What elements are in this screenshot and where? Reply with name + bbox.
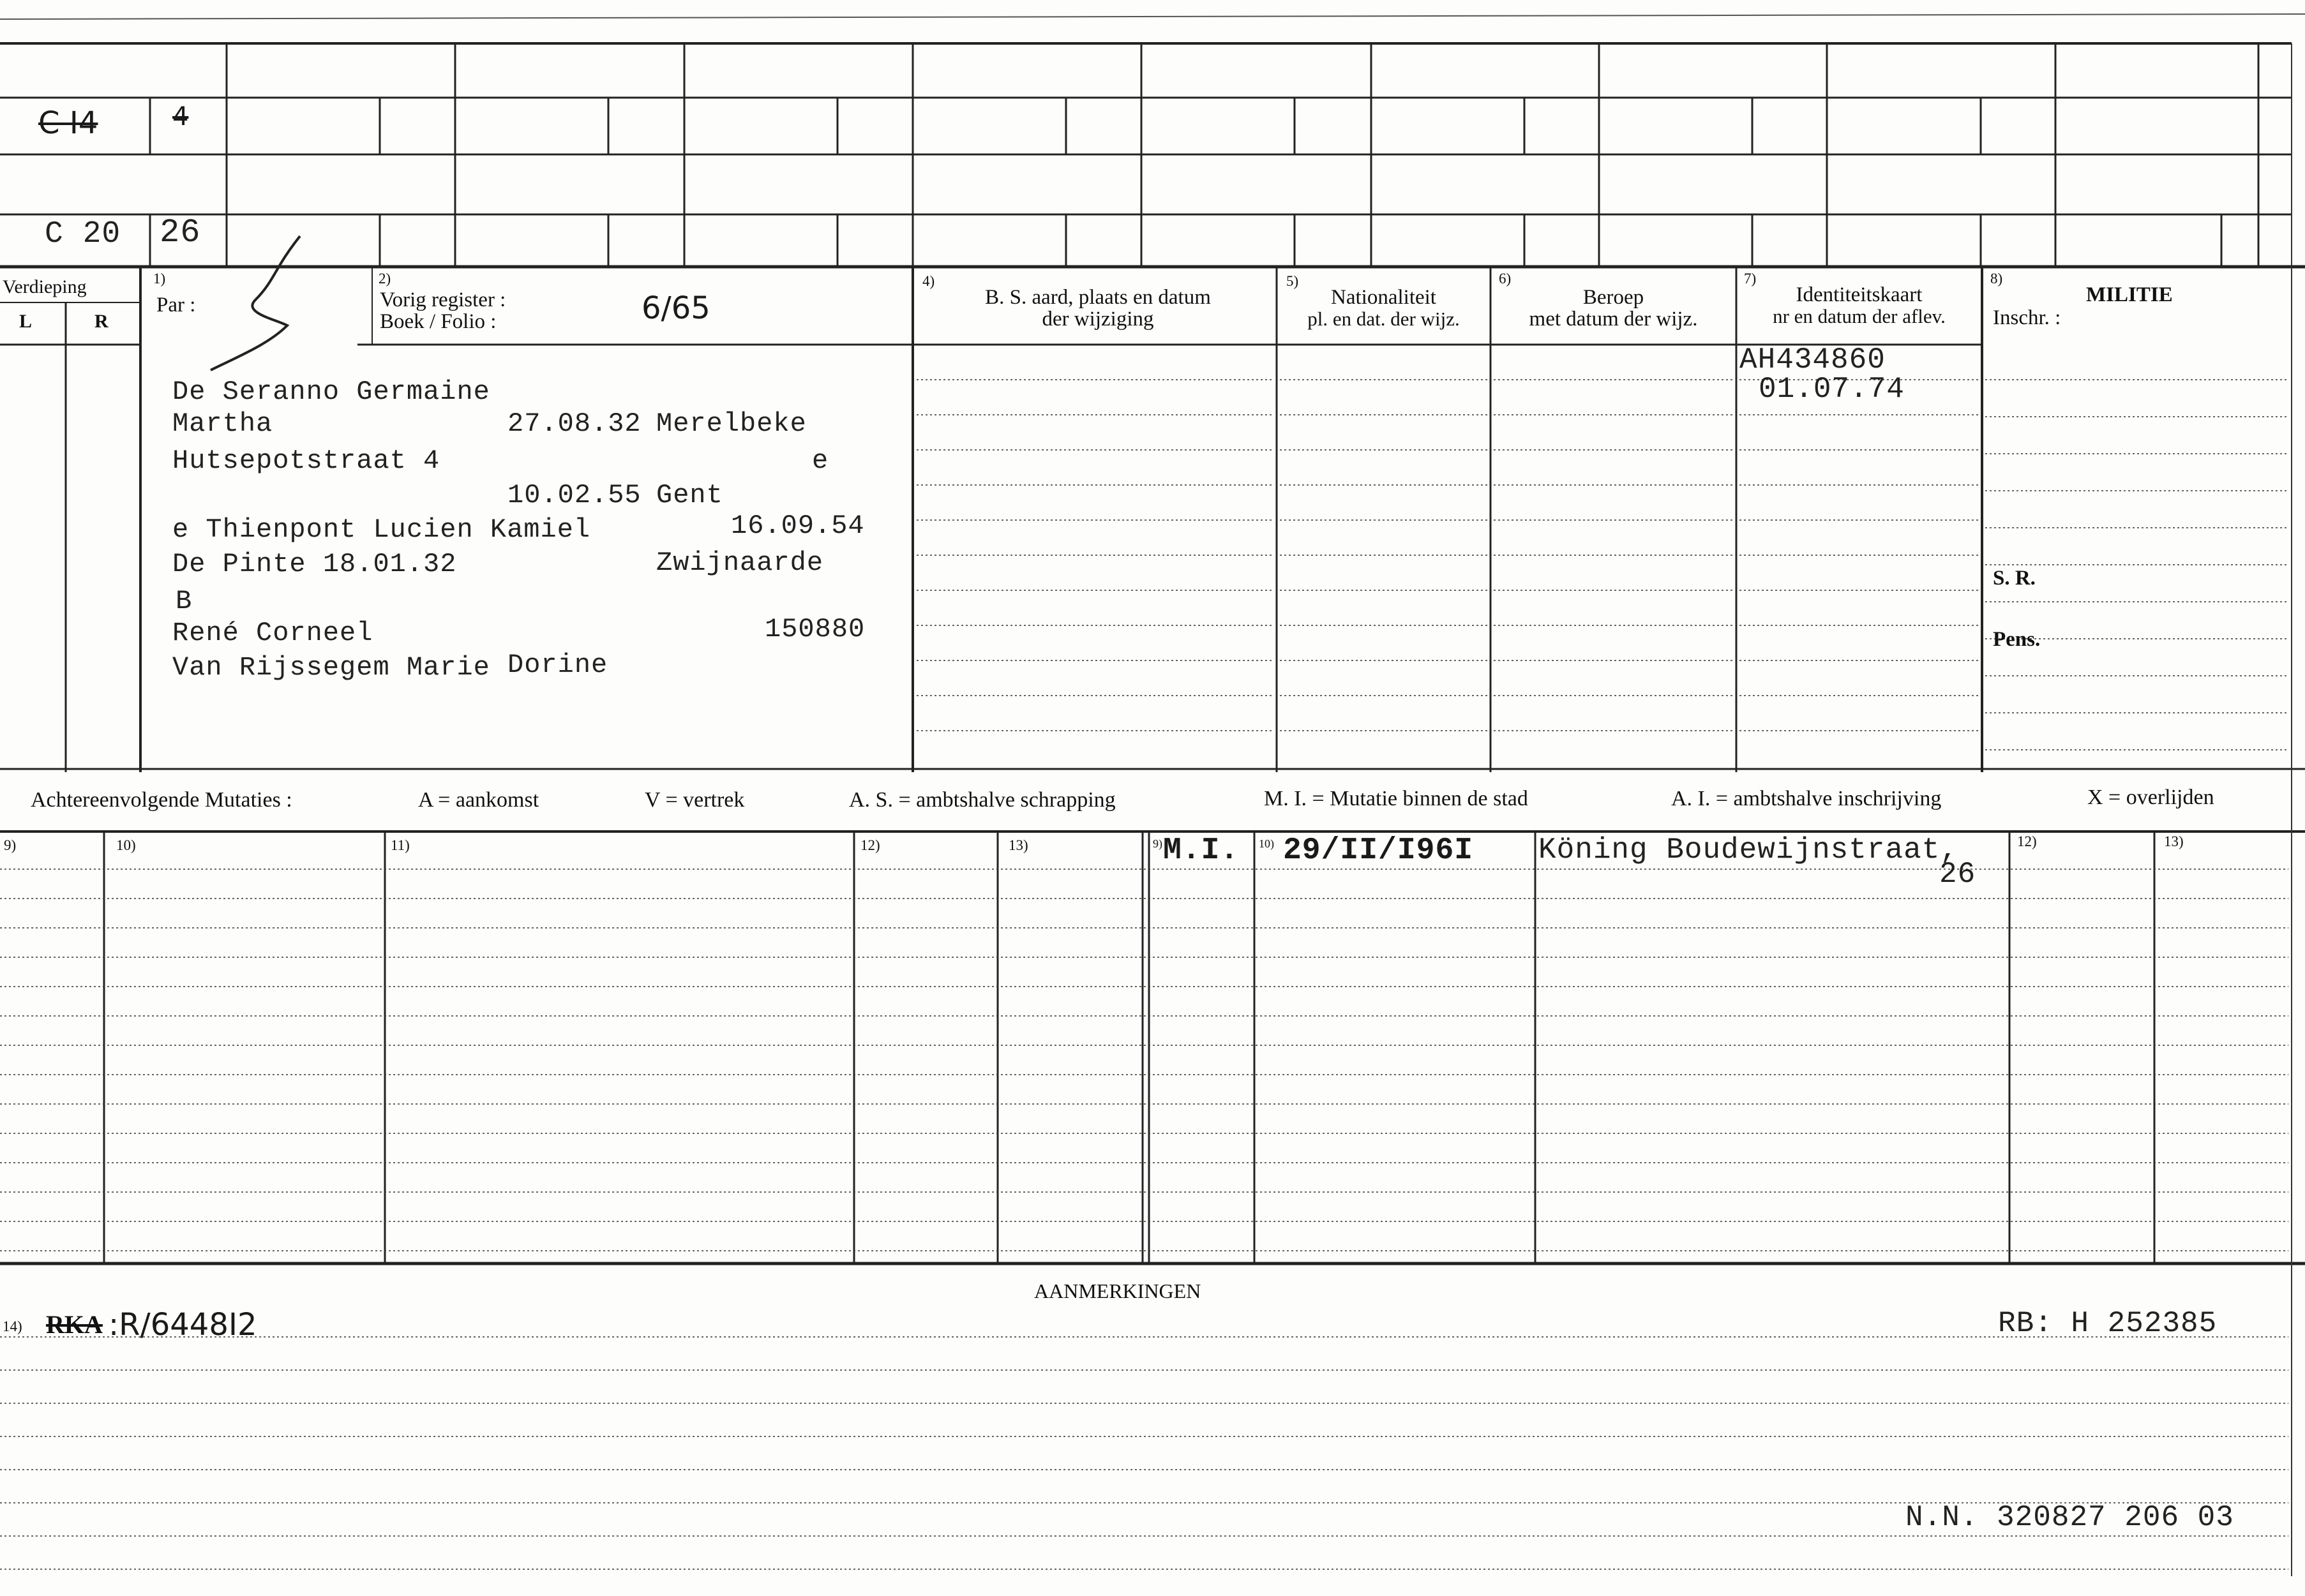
mutation-legend-ai: A. I. = ambtshalve inschrijving xyxy=(1671,787,1942,810)
mutation-legend-mi: M. I. = Mutatie binnen de stad xyxy=(1264,787,1528,810)
col7-label-2: nr en datum der aflev. xyxy=(1773,305,1946,327)
col5-label-2: pl. en dat. der wijz. xyxy=(1307,308,1460,330)
floor-label: Verdieping xyxy=(3,276,87,297)
mutation-type: M.I. xyxy=(1163,833,1240,868)
col4-label-2: der wijziging xyxy=(1042,308,1154,331)
floor-left: L xyxy=(19,311,33,332)
militia-sr-label: S. R. xyxy=(1993,567,2036,590)
old-register-code: C I4 xyxy=(38,105,98,141)
floor-right: R xyxy=(94,311,109,332)
spouse-name: e Thienpont Lucien Kamiel xyxy=(172,514,591,545)
mut-right-col13-number: 13) xyxy=(2164,833,2184,849)
marker-e-1: e xyxy=(812,445,829,476)
marriage-place: Gent xyxy=(656,480,723,511)
mutations-label: Achtereenvolgende Mutaties : xyxy=(31,788,292,812)
remarks-title: AANMERKINGEN xyxy=(1034,1279,1201,1302)
birth-place: Merelbeke xyxy=(656,408,807,439)
spouse-birth: De Pinte 18.01.32 xyxy=(172,549,457,579)
mother-name: Van Rijssegem Marie xyxy=(172,652,490,683)
col1-label: Par : xyxy=(156,294,196,317)
rka-label: RKA xyxy=(46,1310,103,1339)
mut-right-col10-number: 10) xyxy=(1259,837,1274,850)
identity-card-number: AH434860 xyxy=(1739,343,1886,377)
mutation-legend-as: A. S. = ambtshalve schrapping xyxy=(849,788,1116,812)
mutation-legend-x: X = overlijden xyxy=(2087,786,2214,809)
mutation-legend-a: A = aankomst xyxy=(418,788,539,812)
national-number: N.N. 320827 206 03 xyxy=(1905,1501,2234,1534)
militia-title: MILITIE xyxy=(2086,283,2173,306)
mut-col11-number: 11) xyxy=(391,837,410,853)
person-name-line1: De Seranno Germaine xyxy=(172,377,490,407)
col6-number: 6) xyxy=(1499,271,1512,287)
militia-inschr-label: Inschr. : xyxy=(1993,306,2061,329)
col5-label-1: Nationaliteit xyxy=(1331,286,1436,309)
spouse-date: 16.09.54 xyxy=(731,511,865,541)
col2-number: 2) xyxy=(379,271,391,287)
col6-label-1: Beroep xyxy=(1582,286,1644,309)
col5-number: 5) xyxy=(1286,273,1299,289)
mut-right-col9-number: 9) xyxy=(1153,837,1162,850)
father-number: 150880 xyxy=(765,614,866,645)
register-code: C 20 xyxy=(45,217,121,251)
register-number: 26 xyxy=(160,214,201,251)
col2-label-2: Boek / Folio : xyxy=(380,310,497,333)
col7-number: 7) xyxy=(1744,271,1757,287)
mutation-address-line1: Köning Boudewijnstraat, xyxy=(1538,833,1958,867)
mut-right-col12-number: 12) xyxy=(2017,833,2037,849)
col4-number: 4) xyxy=(922,273,935,289)
mother-second-name: Dorine xyxy=(507,650,608,680)
mutation-legend-v: V = vertrek xyxy=(645,788,745,812)
person-name-line2: Martha xyxy=(172,408,273,439)
old-register-number: 4 xyxy=(172,102,189,131)
col4-label-1: B. S. aard, plaats en datum xyxy=(985,286,1211,309)
mut-col10-number: 10) xyxy=(116,837,136,853)
mut-col9-number: 9) xyxy=(4,837,17,853)
mut-col12-number: 12) xyxy=(860,837,880,853)
handwritten-mark-icon xyxy=(211,236,300,370)
identity-card-date: 01.07.74 xyxy=(1759,373,1905,406)
marriage-date: 10.02.55 xyxy=(507,480,642,511)
mutation-date: 29/II/I96I xyxy=(1283,833,1474,868)
address: Hutsepotstraat 4 xyxy=(172,445,440,476)
mutation-address-line2: 26 xyxy=(1939,858,1976,891)
rka-value: :R/6448I2 xyxy=(109,1307,257,1343)
rb-number: RB: H 252385 xyxy=(1998,1307,2218,1340)
previous-register-value: 6/65 xyxy=(642,290,710,326)
marker-b: B xyxy=(176,586,193,616)
birth-date: 27.08.32 xyxy=(507,408,642,439)
remarks-number: 14) xyxy=(3,1318,22,1334)
mut-col13-number: 13) xyxy=(1009,837,1028,853)
militia-pens-label: Pens. xyxy=(1993,628,2041,651)
father-name: René Corneel xyxy=(172,618,373,648)
col2-label-1: Vorig register : xyxy=(380,288,506,311)
spouse-place: Zwijnaarde xyxy=(656,548,824,578)
col7-label-1: Identiteitskaart xyxy=(1796,283,1923,306)
col1-number: 1) xyxy=(153,271,166,287)
col8-number: 8) xyxy=(1990,271,2003,287)
col6-label-2: met datum der wijz. xyxy=(1529,308,1698,331)
